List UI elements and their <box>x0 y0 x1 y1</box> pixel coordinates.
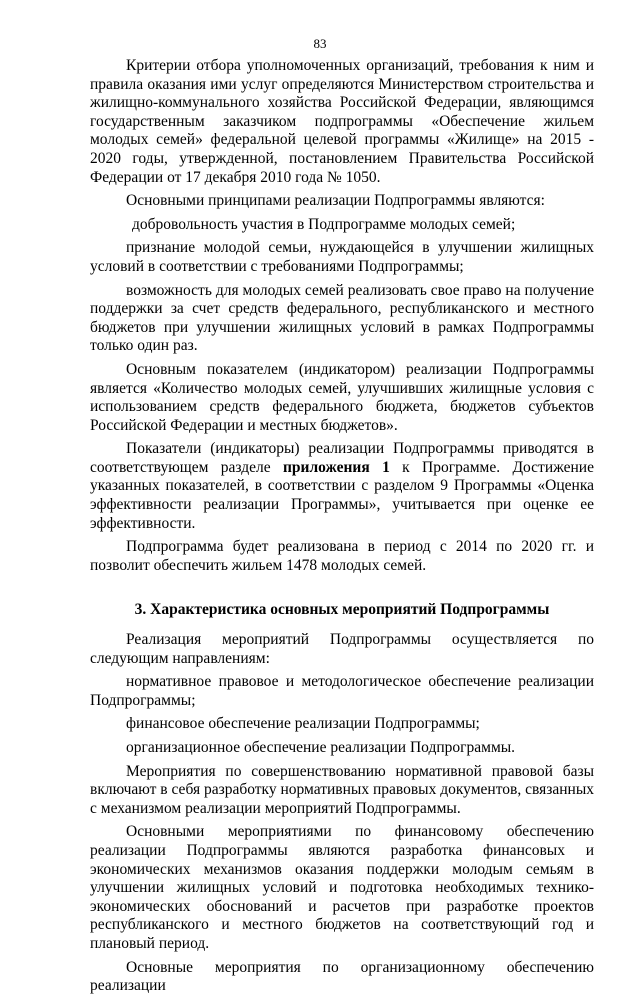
paragraph-direction-organizational: организационное обеспечение реализации Подпрограммы. <box>126 739 516 756</box>
appendix-reference: приложения 1 <box>283 458 390 476</box>
paragraph-directions-intro: Реализация мероприятий Подпрограммы осуществляется по следующим направлениям: <box>90 631 594 667</box>
paragraph-principle-voluntary: добровольность участия в Подпрограмме молодых семей; <box>132 215 516 233</box>
paragraph-main-indicator: Основным показателем (индикатором) реализации Подпрограммы является «Количество молодых семей, улучшивших жилищные условия с использованием средств федерального бюджета, бюджетов субъектов Российской Федерации и местных бюджетов». <box>90 360 594 434</box>
paragraph-principle-once: возможность для молодых семей реализовать свое право на получение поддержки за счет средств федерального, республиканского и местного бюджетов при улучшении жилищных условий в рамках Подпрограммы только один раз. <box>90 281 594 355</box>
paragraph-selection-criteria: Критерии отбора уполномоченных организаций, требования к ним и правила оказания ими услуг определяются Министерством строительства и жилищно-коммунального хозяйства Российской Федерации, являющимся государственным заказчиком подпрограммы «Обеспечение жильем молодых семей» федеральной целевой программы «Жилище» на 2015 - 2020 годы, утвержденной, постановлением Правительства Российской Федерации от 17 декабря 2010 года № 1050. <box>90 57 594 186</box>
section-heading: 3. Характеристика основных мероприятий Подпрограммы <box>134 601 550 619</box>
page-content <box>90 57 594 996</box>
paragraph-direction-financial: финансовое обеспечение реализации Подпрограммы; <box>126 715 480 733</box>
paragraph-normative-measures: Мероприятия по совершенствованию нормативной правовой базы включают в себя разработку нормативных правовых документов, связанных с механизмом реализации мероприятий Подпрограммы. <box>90 762 594 817</box>
paragraph-direction-normative: нормативное правовое и методологическое обеспечение реализации Подпрограммы; <box>90 673 594 709</box>
indicators-text-before: Показатели (индикаторы) реализации Подпрограммы приводятся в соответствующем разделе <box>90 440 594 476</box>
paragraph-organizational-measures: Основные мероприятия по организационному обеспечению реализации <box>90 958 594 995</box>
paragraph-principles-intro: Основными принципами реализации Подпрограммы являются: <box>126 192 545 210</box>
paragraph-indicators <box>90 440 594 533</box>
paragraph-implementation-period: Подпрограмма будет реализована в период с 2014 по 2020 гг. и позволит обеспечить жильем 1478 молодых семей. <box>90 538 594 574</box>
indicators-text-after: к Программе. Достижение указанных показателей, в соответствии с разделом 9 Программы «Оценка эффективности реализации Программы», учитывается при оценке ее эффективности. <box>90 458 594 532</box>
paragraph-financial-measures: Основными мероприятиями по финансовому обеспечению реализации Подпрограммы являются разработка финансовых и экономических механизмов оказания поддержки молодым семьям в улучшении жилищных условий и подготовка необходимых технико-экономических обоснований и расчетов при разработке проектов республиканского и местного бюджетов на соответствующий год и плановый период. <box>90 823 594 952</box>
paragraph-principle-recognition: признание молодой семьи, нуждающейся в улучшении жилищных условий в соответствии с требованиями Подпрограммы; <box>90 239 594 275</box>
page-number: 83 <box>313 36 327 51</box>
